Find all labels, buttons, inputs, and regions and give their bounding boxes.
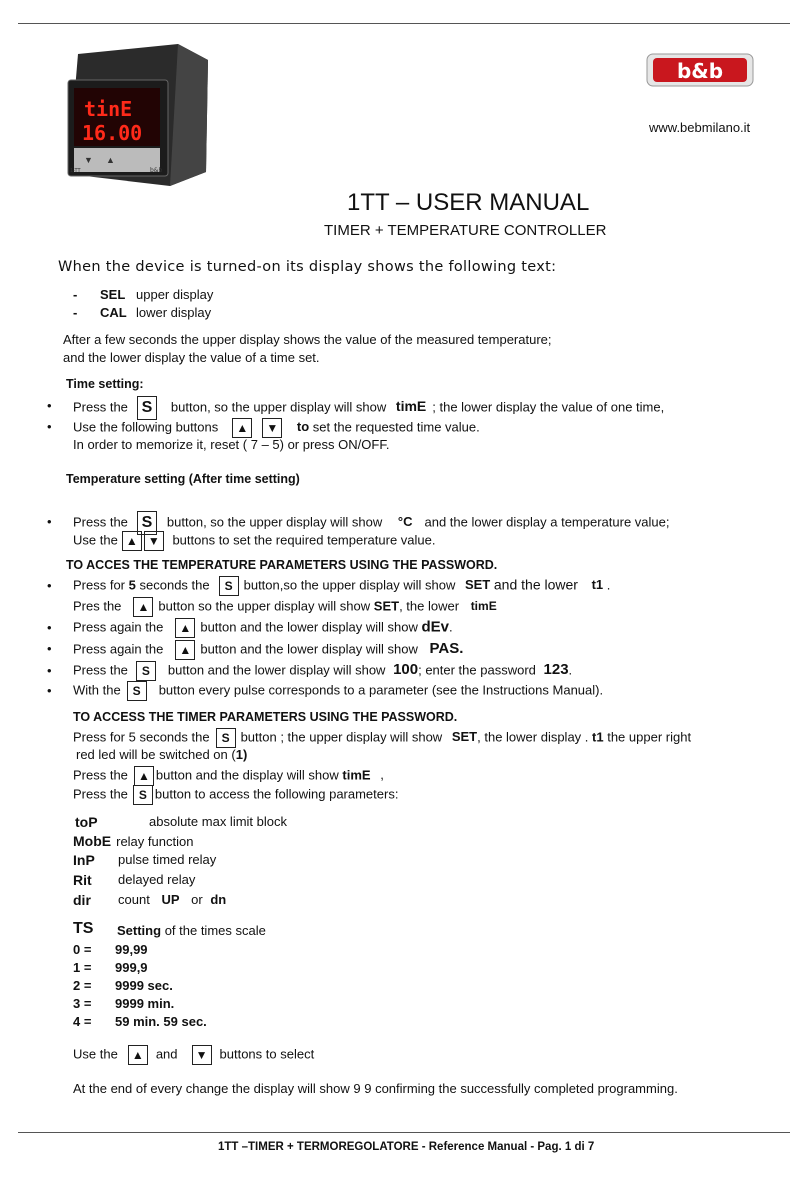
temp-line-2: Use the ▲ ▼ buttons to set the required temperature value.	[73, 531, 435, 551]
bullet-icon: •	[47, 419, 52, 434]
up-key-icon: ▲	[122, 531, 142, 551]
tp-line-4: Press again the ▲ button and the lower display will show PAS.	[73, 640, 463, 660]
up-key-icon: ▲	[134, 766, 154, 786]
bullet-icon: •	[47, 683, 52, 698]
param-mobe: MobE relay function	[73, 833, 194, 849]
device-model: 1-TT	[70, 168, 81, 174]
tm-line-1: Press for 5 seconds the S button ; the upper display will show SET, the lower display . t1 the upper right	[73, 728, 691, 748]
tm-line-4: Press the S button to access the following parameters:	[73, 785, 398, 805]
brand-logo	[645, 52, 755, 92]
s-key: S	[137, 396, 157, 420]
time-line-2: Use the following buttons ▲ ▼ to set the requested time value.	[73, 418, 480, 438]
s-key: S	[136, 661, 156, 681]
temp-line-1: Press the S button, so the upper display will show °C and the lower display a temperature value;	[73, 511, 669, 535]
device-brand: b&b	[150, 167, 163, 174]
down-key-icon: ▼	[192, 1045, 212, 1065]
s-key: S	[133, 785, 153, 805]
website: www.bebmilano.it	[649, 120, 751, 135]
dash-code: CAL	[100, 305, 127, 320]
tm-line-3: Press the ▲ button and the display will show timE ,	[73, 766, 384, 786]
scale-2: 2 = 9999 sec.	[73, 978, 173, 993]
device-image	[58, 42, 214, 186]
after-line-1: After a few seconds the upper display shows the value of the measured temperature;	[63, 332, 552, 347]
time-line-3: In order to memorize it, reset ( 7 – 5) or press ON/OFF.	[73, 437, 390, 452]
s-key: S	[127, 681, 147, 701]
top-rule	[18, 23, 790, 24]
up-key-icon: ▲	[175, 640, 195, 660]
tp-line-6: With the S button every pulse corresponds to a parameter (see the Instructions Manual).	[73, 681, 603, 701]
dash-code: SEL	[100, 287, 126, 302]
logo-text: b&b	[676, 59, 724, 83]
tm-heading: TO ACCESS THE TIMER PARAMETERS USING THE PASSWORD.	[73, 710, 458, 724]
tm-line-2: red led will be switched on (1)	[76, 747, 248, 762]
after-line-2: and the lower display the value of a time set.	[63, 350, 320, 365]
param-dir: dir count UP or dn	[73, 892, 227, 908]
dash-glyph: -	[73, 305, 78, 320]
bullet-icon: •	[47, 514, 52, 529]
device-line1: tinE	[84, 97, 133, 121]
s-key: S	[216, 728, 236, 748]
tp-line-5: Press the S button and the lower display will show 100; enter the password 123.	[73, 661, 572, 681]
footer: 1TT –TIMER + TERMOREGOLATORE - Reference Manual - Pag. 1 di 7	[218, 1141, 595, 1153]
bullet-icon: •	[47, 663, 52, 678]
ts-line: TS Setting of the times scale	[73, 920, 266, 938]
s-key: S	[137, 511, 157, 535]
tp-line-2: Pres the ▲ button so the upper display will show SET, the lower timE	[73, 597, 497, 617]
up-key-icon: ▲	[175, 618, 195, 638]
temp-heading: Temperature setting (After time setting)	[66, 472, 300, 486]
page-title: 1TT – USER MANUAL	[347, 189, 590, 216]
bullet-icon: •	[47, 620, 52, 635]
device-down-icon: ▲	[106, 155, 115, 165]
scale-4: 4 = 59 min. 59 sec.	[73, 1014, 207, 1029]
device-line2: 16.00	[82, 121, 143, 145]
scale-0: 0 = 99,99	[73, 942, 148, 957]
up-key-icon: ▲	[133, 597, 153, 617]
scale-3: 3 = 9999 min.	[73, 996, 175, 1011]
device-up-icon: ▼	[84, 155, 93, 165]
down-key-icon: ▼	[144, 531, 164, 551]
dash-glyph: -	[73, 287, 78, 302]
param-rit: Rit delayed relay	[73, 872, 196, 888]
time-line-1: Press the S button, so the upper display will show timE ; the lower display the value of one time,	[73, 396, 664, 420]
intro-text: When the device is turned-on its display shows the following text:	[58, 259, 557, 275]
end-line: At the end of every change the display will show 9 9 confirming the successfully completed programming.	[73, 1081, 678, 1096]
param-top: toP absolute max limit block	[75, 814, 287, 830]
time-heading: Time setting:	[66, 377, 144, 391]
bullet-icon: •	[47, 641, 52, 656]
dash-item-cal	[73, 305, 212, 320]
down-key-icon: ▼	[262, 418, 282, 438]
scale-1: 1 = 999,9	[73, 960, 148, 975]
tp-heading: TO ACCES THE TEMPERATURE PARAMETERS USING THE PASSWORD.	[66, 558, 498, 572]
bullet-icon: •	[47, 578, 52, 593]
up-key-icon: ▲	[232, 418, 252, 438]
bottom-rule	[18, 1132, 790, 1133]
select-line: Use the ▲ and ▼ buttons to select	[73, 1045, 314, 1065]
tp-line-3: Press again the ▲ button and the lower display will show dEv.	[73, 618, 453, 638]
param-inp: InP pulse timed relay	[73, 852, 217, 868]
dash-item-sel	[73, 287, 214, 302]
dash-desc: lower display	[136, 305, 212, 320]
tp-line-1: Press for 5 seconds the S button,so the upper display will show SET and the lower t1 .	[73, 576, 610, 596]
bullet-icon: •	[47, 398, 52, 413]
s-key: S	[219, 576, 239, 596]
up-key-icon: ▲	[128, 1045, 148, 1065]
dash-desc: upper display	[136, 287, 214, 302]
page-subtitle: TIMER + TEMPERATURE CONTROLLER	[324, 222, 607, 239]
